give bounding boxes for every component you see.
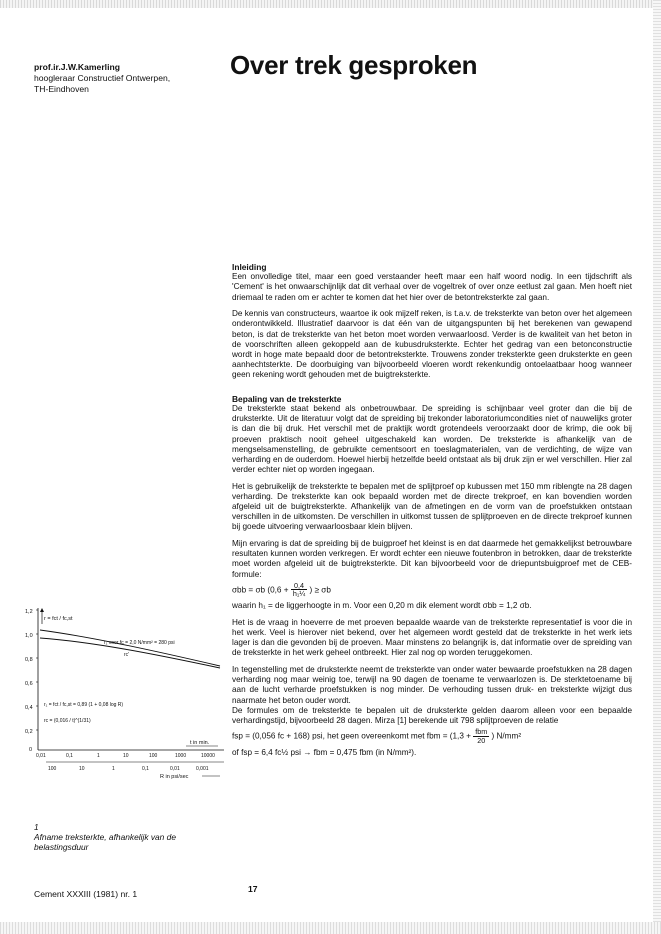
author-role: hoogleraar Constructief Ontwerpen, <box>34 73 171 83</box>
formula-ceb-lhs: σbb = σb (0,6 + <box>232 585 289 595</box>
figure-equation-2: rc = (0,016 / t)^(1/31) <box>44 718 91 724</box>
x-tick-label-rate: 10 <box>79 766 85 772</box>
formula-mirza-fraction <box>473 728 489 745</box>
formula-ceb-rhs: ) ≥ σb <box>309 585 331 595</box>
paragraph: De treksterkte staat bekend als onbetrouwbaar. De spreiding is schijnbaar veel groter dan die bij de druksterkte. Uit de literatuur volgt dat de spreiding bij trekonder laboratoriumcondities niet of nauwelijks groter is dan die bij druk. Het verschil met de praktijk wordt grotendeels veroorzaakt door de krimp, die ook bij proeven praktisch nooit geheel uitgeschakeld kan worden. De treksterkte is afhankelijk van de mengselsamenstelling, de gebruikte cementsoort en toeslagmaterialen, van de verdichting, de wijze van verharding en de ouderdom. Hoewel hierbij hetzelfde beeld ontstaat als bij druk zijn er wel verschillen. Hier zal verder echter niet op worden ingegaan. <box>232 404 632 475</box>
paragraph: Het is de vraag in hoeverre de met proeven bepaalde waarde van de treksterkte representatief is voor die in het werk. Veel is hierover niet bekend, over het algemeen wordt gesteld dat de treksterkte in het werk iets lager is dan die gevonden bij de proeven. Maar minstens zo belangrijk is, dat informatie over de spreiding van de treksterkte in het werk geheel ontbreekt. Hier zal nog op worden teruggekomen. <box>232 617 632 658</box>
journal-footer: Cement XXXIII (1981) nr. 1 <box>34 889 138 899</box>
x-tick-label: 0,1 <box>66 753 73 759</box>
author-name: prof.ir.J.W.Kamerling <box>34 62 120 72</box>
paragraph: Een onvolledige titel, maar een goed verstaander heeft maar een half woord nodig. In een tijdschrift als 'Cement' is het onwaarschijnlijk dat dit verhaal over de vogeltrek of over onze eetlust zal gaan. Men hoeft niet driemaal te raden om er achter te komen dat het hier over de betontreksterkte zal gaan. <box>232 272 632 302</box>
y-tick-label: 0,6 <box>25 681 33 687</box>
scan-top-edge <box>0 0 661 8</box>
x-tick-label: 10000 <box>201 753 215 759</box>
curve-label-r1: r₁ voor fc = 2,0 N/mm² = 280 psi <box>104 640 175 646</box>
formula-mirza <box>232 728 632 745</box>
scan-right-edge <box>653 0 661 934</box>
x-tick-label-rate: 100 <box>48 766 57 772</box>
x-tick-label-rate: 0,01 <box>170 766 180 772</box>
formula-mirza-numerator: fbm <box>475 726 488 736</box>
formula-ceb <box>232 582 632 599</box>
section-heading-bepaling: Bepaling van de treksterkte <box>232 393 342 404</box>
paragraph: waarin h₁ = de liggerhoogte in m. Voor een 0,20 m dik element wordt σbb = 1,2 σb. <box>232 601 532 611</box>
formula-ceb-numerator: 0,4 <box>291 582 307 591</box>
formula-ceb-denominator: h₁¼ <box>292 589 306 599</box>
scan-bottom-edge <box>0 922 661 934</box>
figure-equation-1: r₁ = fct / fc,st = 0,89 (1 + 0,08 log R) <box>44 702 124 708</box>
page-number: 17 <box>248 884 258 894</box>
x-axis-label-time: t in min. <box>190 740 210 746</box>
x-axis-label-rate: R in psi/sec <box>160 774 189 780</box>
caption-line: Afname treksterkte, afhankelijk van de <box>34 832 176 843</box>
section-heading-inleiding: Inleiding <box>232 262 267 272</box>
formula-ceb-fraction <box>291 582 307 599</box>
curve-label-rc: rc' <box>124 652 130 658</box>
y-tick-label: 0,4 <box>25 705 33 711</box>
x-tick-label: 100 <box>149 753 158 759</box>
paragraph: De kennis van constructeurs, waartoe ik ook mijzelf reken, is t.a.v. de treksterkte van beton over het algemeen onderontwikkeld. Illustratief daarvoor is dat één van de uitgangspunten bij het berekenen van gewapend beton, is dat de treksterkte van het beton moet worden verwaarloosd. Verder is de kwaliteit van het beton in de voorschriften alleen gekoppeld aan de kubusdruksterkte. Echter het gedrag van een betonconstructie wordt in hoge mate bepaald door de betontreksterkte. Trouwens zonder treksterkte geen druksterkte en geen aanhechtsterkte. De doorbuiging van bijvoorbeeld vloeren wordt rekenkundig ontoelaatbaar hoog wanneer geen rekening wordt gehouden met de buigtreksterkte. <box>232 309 632 380</box>
x-tick-label: 0,01 <box>36 753 46 759</box>
article-body <box>232 262 632 761</box>
figure-caption <box>34 822 224 853</box>
y-tick-label: 0,8 <box>25 657 33 663</box>
x-tick-label: 1 <box>97 753 100 759</box>
figure-plot <box>24 604 230 782</box>
paragraph: De formules om de treksterkte te bepalen uit de druksterkte gelden daarom alleen voor een bepaalde verhardingstijd, bijvoorbeeld 28 dagen. Mirza [1] berekende uit 798 splijtproeven de relatie <box>232 705 632 725</box>
caption-line: belastingsduur <box>34 842 89 853</box>
formula-psi: of fsp = 6,4 fc½ psi → fbm = 0,475 fbm (in N/mm²). <box>232 747 417 757</box>
figure-1 <box>24 604 230 782</box>
y-tick-label: 0,2 <box>25 729 33 735</box>
author-block <box>34 62 224 95</box>
x-tick-label-rate: 1 <box>112 766 115 772</box>
formula-mirza-rhs: ) N/mm² <box>491 731 522 741</box>
formula-mirza-denominator: 20 <box>477 735 486 745</box>
x-tick-label: 1000 <box>175 753 187 759</box>
figure-ratio-label: r = fct / fc,st <box>44 616 73 622</box>
y-tick-label: 1,0 <box>25 633 33 639</box>
article-title: Over trek gesproken <box>230 50 478 80</box>
x-tick-label-rate: 0,001 <box>196 766 209 772</box>
formula-mirza-lhs: fsp = (0,056 fc + 168) psi, het geen overeenkomt met fbm = (1,3 + <box>232 731 471 741</box>
y-tick-label: 0 <box>29 747 33 753</box>
author-institution: TH-Eindhoven <box>34 84 89 94</box>
paragraph: Het is gebruikelijk de treksterkte te bepalen met de splijtproef op kubussen met 150 mm riblengte na 28 dagen verharding. De treksterkte kan ook bepaald worden met de directe trekproef, en kan bovendien worden afgeleid uit de buigtreksterkte. Afhankelijk van de afmetingen en de vorm van de proefstukken ontstaan verschillen in de uitkomsten. De verschillen in uitkomst tussen de splijtproeven en de directe trekproef kunnen bij goede uitvoering verwaarloosbaar klein blijven. <box>232 481 632 532</box>
curve-r1 <box>40 630 220 666</box>
paragraph: Mijn ervaring is dat de spreiding bij de buigproef het kleinst is en dat daarmede het gemakkelijkst betrouwbare resultaten kunnen worden verkregen. Er wordt echter een nieuwe foutenbron in betrokken, daar de treksterkte moet worden afgeleid uit de buigtreksterkte. Dit kan bijvoorbeeld voor de driepuntsbuigproef met de CEB-formule: <box>232 539 632 579</box>
paragraph: In tegenstelling met de druksterkte neemt de treksterkte van onder water bewaarde proefstukken na 28 dagen verharding nog maar weinig toe, terwijl na 90 dagen de toename te verwaarlozen is. De sterktetoename bij aan de lucht verharde proefstukken is nog minder. De verhouding tussen druk- en treksterkte wijzigt dus naarmate het beton ouder wordt. <box>232 665 632 705</box>
x-tick-label-rate: 0,1 <box>142 766 149 772</box>
figure-number: 1 <box>34 822 39 832</box>
x-tick-label: 10 <box>123 753 129 759</box>
y-tick-label: 1,2 <box>25 609 33 615</box>
